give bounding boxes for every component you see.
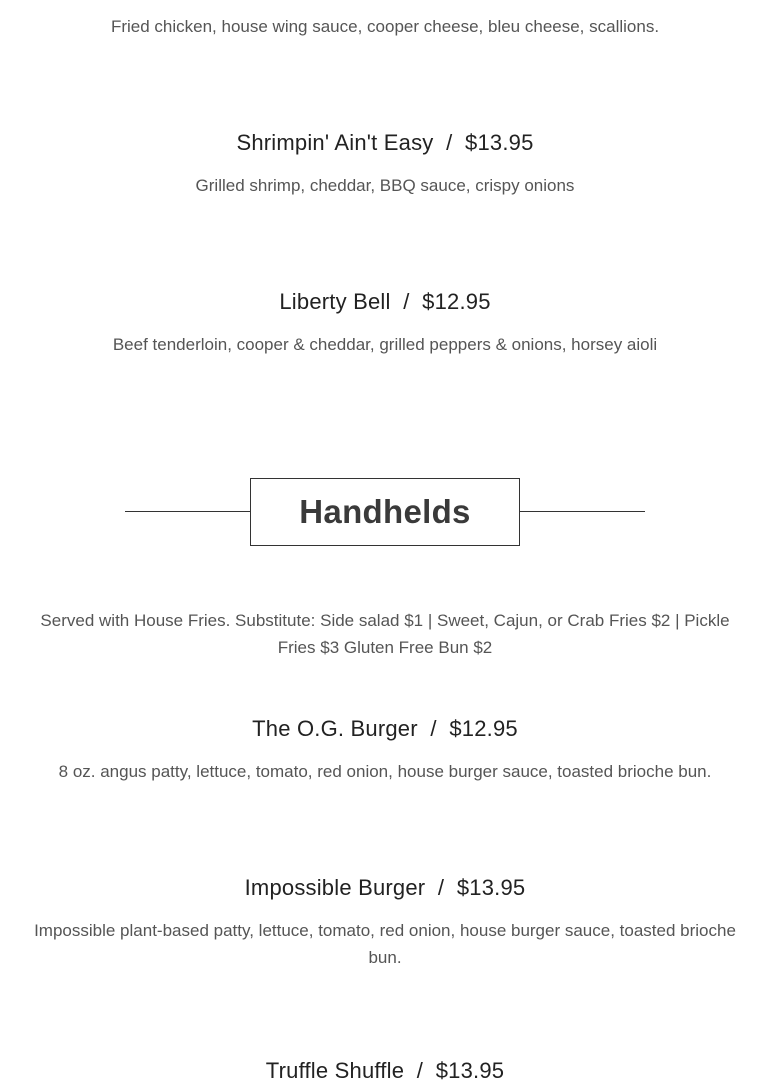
menu-item-description: Beef tenderloin, cooper & cheddar, grilled peppers & onions, horsey aioli (112, 335, 658, 354)
section-divider-right (520, 511, 645, 512)
section-title-box (250, 478, 520, 546)
menu-item-title: The O.G. Burger / $12.95 (252, 716, 518, 741)
menu-item-description: Grilled shrimp, cheddar, BBQ sauce, crispy onions (195, 176, 575, 195)
menu-item-title: Truffle Shuffle / $13.95 (265, 1058, 505, 1083)
section-divider-left (125, 511, 250, 512)
section-note: Served with House Fries. Substitute: Side salad $1 | Sweet, Cajun, or Crab Fries $2 | Pickle Fries $3 Gluten Free Bun $2 (40, 611, 730, 657)
section-header-handhelds (125, 478, 645, 546)
menu-item-title: Liberty Bell / $12.95 (279, 289, 491, 314)
menu-item-title: Shrimpin' Ain't Easy / $13.95 (236, 130, 534, 155)
menu-item-title: Impossible Burger / $13.95 (244, 875, 526, 900)
menu-item-description: Fried chicken, house wing sauce, cooper cheese, bleu cheese, scallions. (110, 17, 660, 36)
menu-item-description: Impossible plant-based patty, lettuce, tomato, red onion, house burger sauce, toasted brioche bun. (34, 921, 736, 967)
section-title: Handhelds (299, 493, 471, 530)
menu-item-description: 8 oz. angus patty, lettuce, tomato, red onion, house burger sauce, toasted brioche bun. (58, 762, 712, 781)
